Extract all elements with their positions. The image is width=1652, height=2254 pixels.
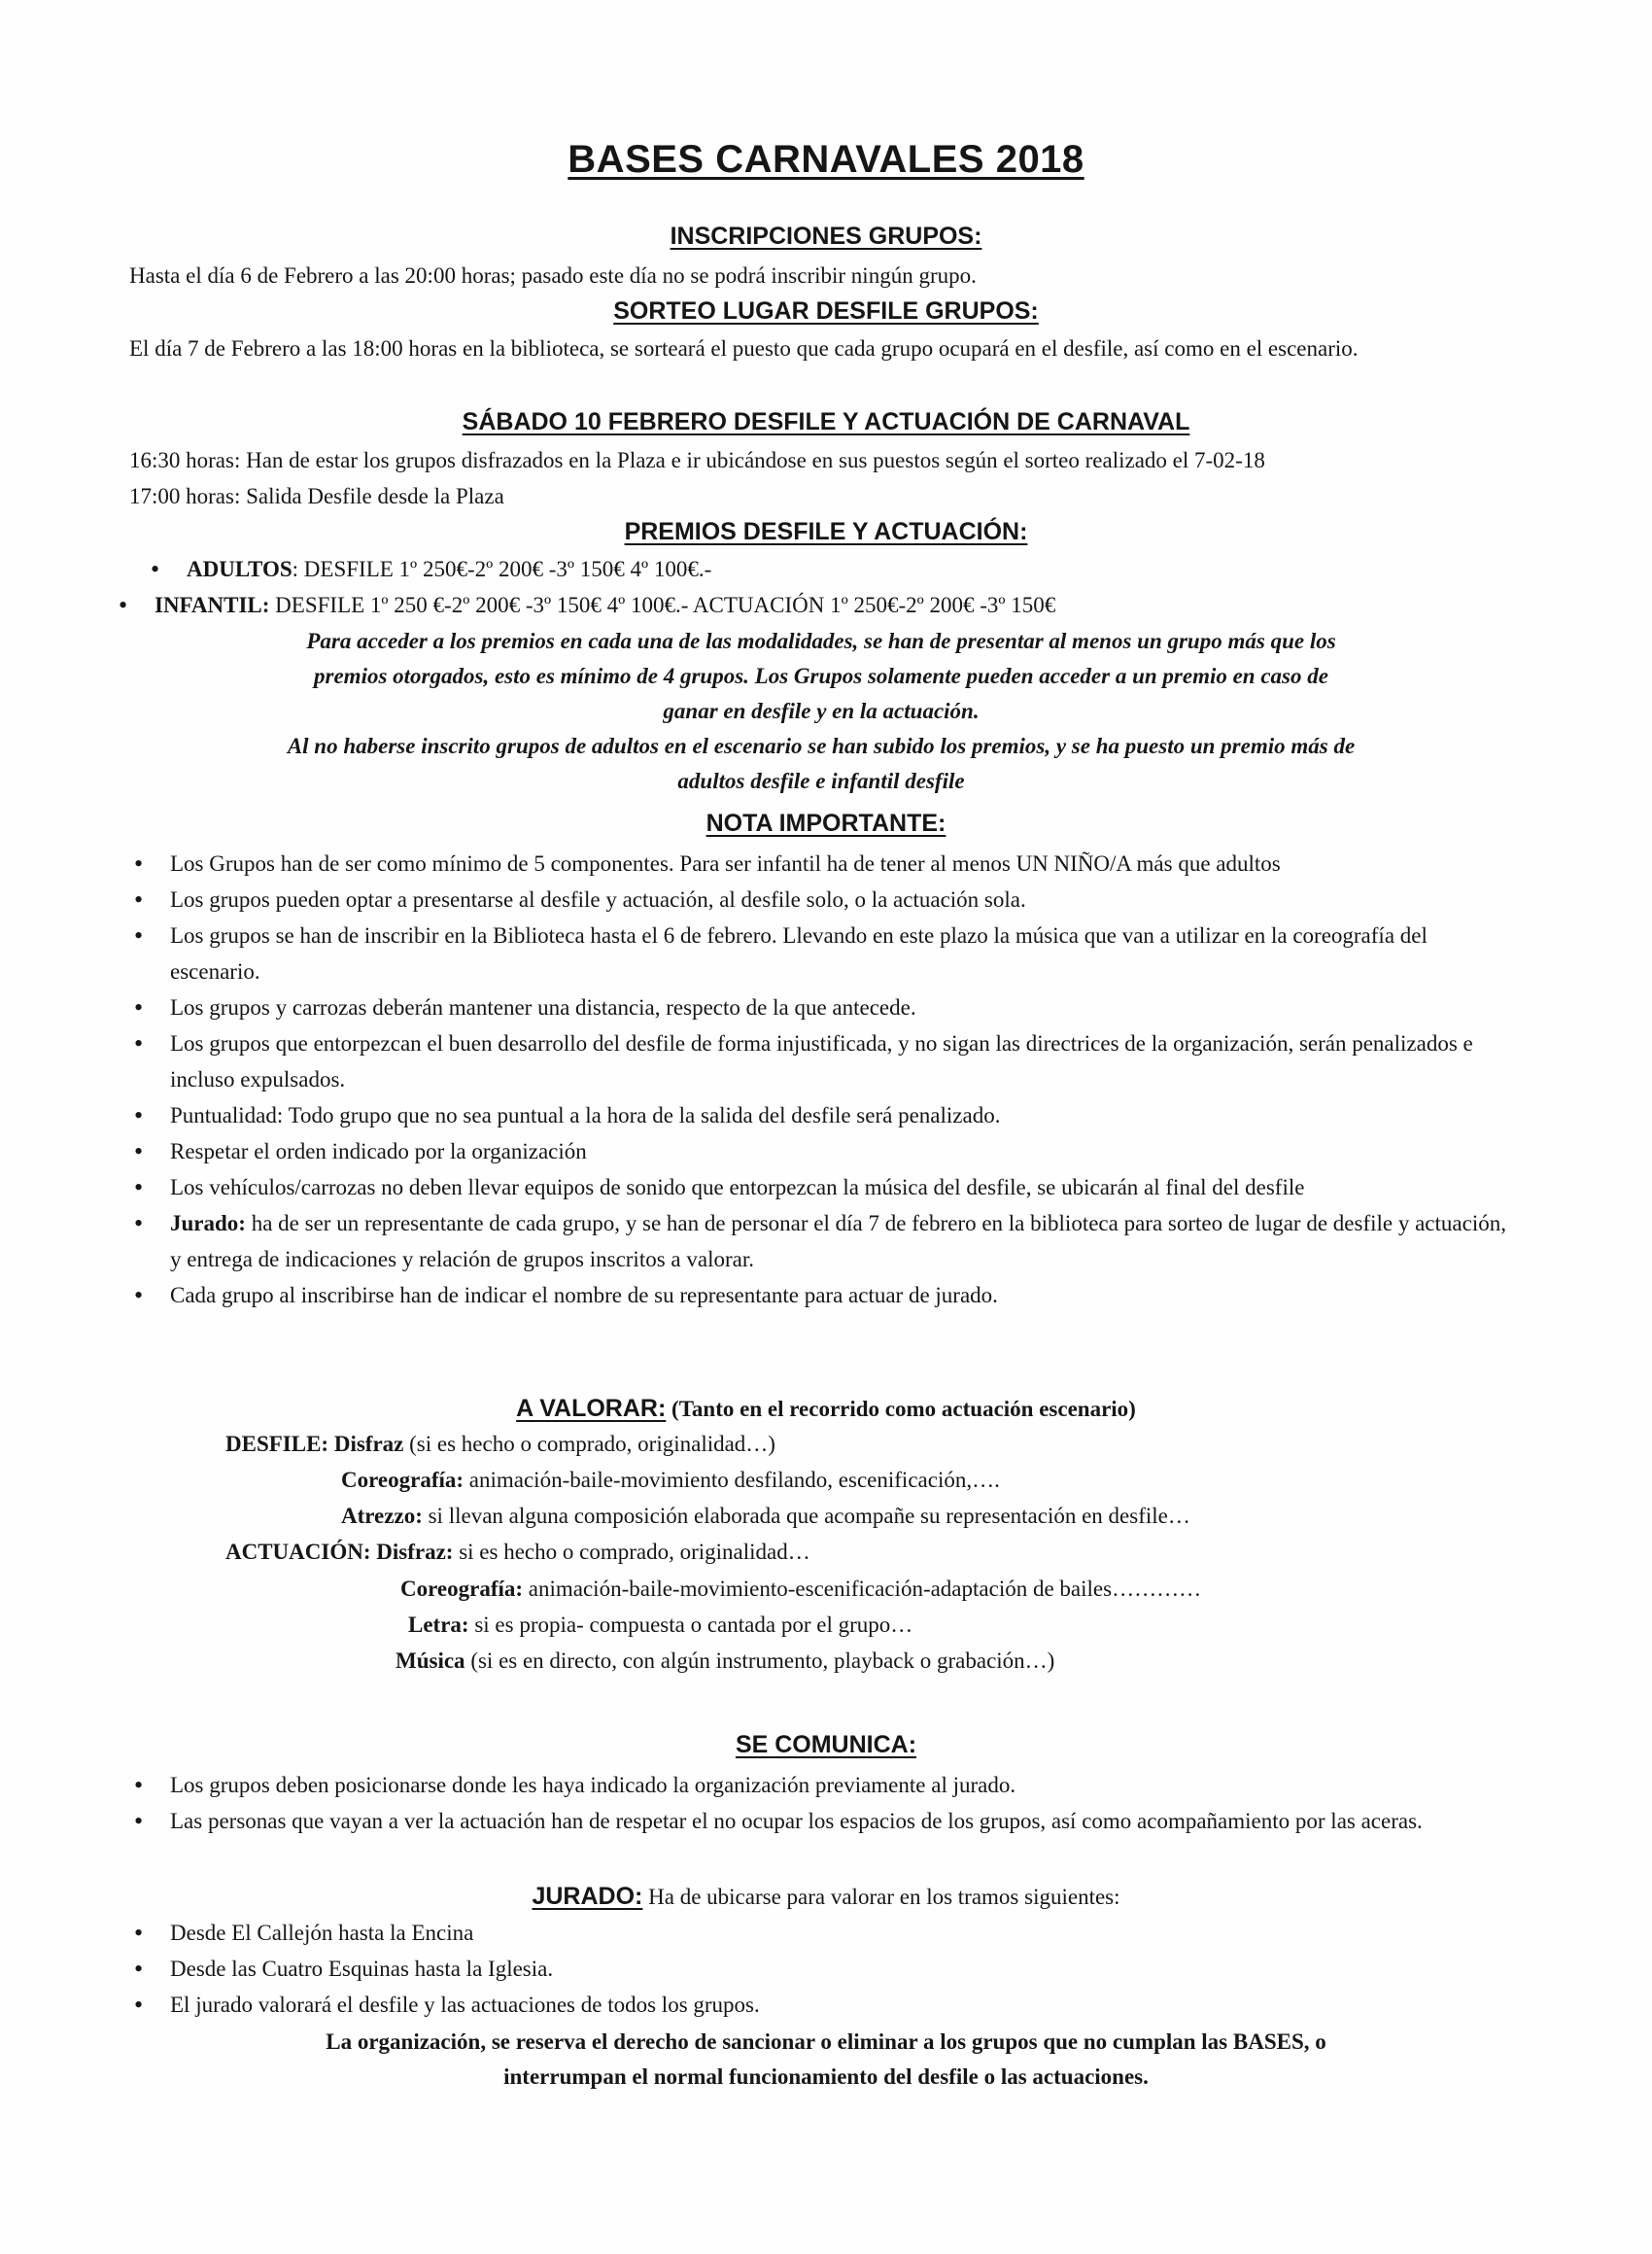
closing-line-2: interrumpan el normal funcionamiento del desfile o las actuaciones. xyxy=(503,2064,1149,2089)
nota-item: • Los grupos se han de inscribir en la Biblioteca hasta el 6 de febrero. Llevando en este plazo la música que van a utilizar en la coreografía del escenario. xyxy=(134,918,1509,989)
valorar-actuacion-label: ACTUACIÓN: Disfraz: xyxy=(225,1540,454,1564)
premios-note-1-line-3: ganar en desfile y en la actuación. xyxy=(663,699,980,723)
premios-note-1-line-2: premios otorgados, esto es mínimo de 4 grupos. Los Grupos solamente pueden acceder a un premio en caso de xyxy=(314,664,1328,688)
valorar-desfile-atrezzo-text: si llevan alguna composición elaborada que acompañe su representación en desfile… xyxy=(422,1504,1190,1528)
premios-infantil-text: DESFILE 1º 250 €-2º 200€ -3º 150€ 4º 100€.- ACTUACIÓN 1º 250€-2º 200€ -3º 150€ xyxy=(269,593,1056,617)
valorar-actuacion-letra xyxy=(408,1607,912,1644)
comunica-list xyxy=(134,1767,1509,1839)
valorar-desfile-coreografia xyxy=(341,1462,1000,1499)
jurado-item: • Desde El Callejón hasta la Encina xyxy=(134,1915,1509,1951)
heading-inscripciones: INSCRIPCIONES GRUPOS: xyxy=(670,223,982,250)
heading-sabado: SÁBADO 10 FEBRERO DESFILE Y ACTUACIÓN DE CARNAVAL xyxy=(462,408,1190,435)
premios-adultos-text: : DESFILE 1º 250€-2º 200€ -3º 150€ 4º 100€.- xyxy=(292,557,712,581)
nota-item: • Los Grupos han de ser como mínimo de 5 componentes. Para ser infantil ha de tener al menos UN NIÑO/A más que adultos xyxy=(134,846,1509,882)
nota-item: • Puntualidad: Todo grupo que no sea puntual a la hora de la salida del desfile será penalizado. xyxy=(134,1097,1509,1133)
valorar-actuacion-coreografia xyxy=(400,1571,1201,1608)
premios-note-1-line-1: Para acceder a los premios en cada una de las modalidades, se han de presentar al menos un grupo más que los xyxy=(306,629,1336,653)
valorar-heading-row xyxy=(0,1390,1652,1428)
document-title: BASES CARNAVALES 2018 xyxy=(568,138,1084,181)
jurado-item: • Desde las Cuatro Esquinas hasta la Iglesia. xyxy=(134,1951,1509,1987)
valorar-desfile-coreo-text: animación-baile-movimiento desfilando, escenificación,…. xyxy=(464,1468,1000,1492)
valorar-act-coreo-text: animación-baile-movimiento-escenificación-adaptación de bailes………… xyxy=(523,1577,1202,1601)
valorar-desfile-label: DESFILE: Disfraz xyxy=(225,1432,404,1456)
heading-valorar: A VALORAR: xyxy=(516,1395,667,1422)
premios-infantil xyxy=(119,587,1494,624)
jurado-list xyxy=(134,1915,1509,2023)
valorar-actuacion-text: si es hecho o comprado, originalidad… xyxy=(453,1540,810,1564)
sorteo-text: El día 7 de Febrero a las 18:00 horas en la biblioteca, se sorteará el puesto que cada grupo ocupará en el desfile, así como en el escenario. xyxy=(129,336,1359,361)
nota-item: • Los grupos pueden optar a presentarse al desfile y actuación, al desfile solo, o la actuación sola. xyxy=(134,882,1509,918)
valorar-actuacion xyxy=(225,1534,810,1571)
comunica-item: • Los grupos deben posicionarse donde les haya indicado la organización previamente al jurado. xyxy=(134,1767,1509,1803)
premios-adultos-label: ADULTOS xyxy=(187,557,293,581)
premios-note-2-line-1: Al no haberse inscrito grupos de adultos en el escenario se han subido los premios, y se ha puesto un premio más de xyxy=(287,734,1356,758)
valorar-desfile xyxy=(225,1426,775,1463)
jurado-item: • El jurado valorará el desfile y las actuaciones de todos los grupos. xyxy=(134,1987,1509,2023)
valorar-desfile-text: (si es hecho o comprado, originalidad…) xyxy=(403,1432,775,1456)
jurado-intro: Ha de ubicarse para valorar en los tramos siguientes: xyxy=(642,1885,1120,1909)
valorar-subheading: (Tanto en el recorrido como actuación escenario) xyxy=(666,1397,1136,1421)
nota-item: • Cada grupo al inscribirse han de indicar el nombre de su representante para actuar de jurado. xyxy=(134,1277,1509,1313)
closing-line-1: La organización, se reserva el derecho de sancionar o eliminar a los grupos que no cumplan las BASES, o xyxy=(326,2029,1326,2054)
premios-note-2-line-2: adultos desfile e infantil desfile xyxy=(677,769,965,793)
nota-item-jurado xyxy=(134,1205,1509,1277)
valorar-act-coreo-label: Coreografía: xyxy=(400,1577,524,1601)
heading-nota: NOTA IMPORTANTE: xyxy=(706,810,946,837)
nota-jurado-text: ha de ser un representante de cada grupo, y se han de personar el día 7 de febrero en la biblioteca para sorteo de lugar de desfile y actuación, y entrega de indicaciones y relación de grupos inscritos a valorar. xyxy=(170,1211,1506,1271)
valorar-act-musica-text: (si es en directo, con algún instrumento, playback o grabación…) xyxy=(465,1648,1055,1673)
inscripciones-text: Hasta el día 6 de Febrero a las 20:00 horas; pasado este día no se podrá inscribir ningún grupo. xyxy=(129,263,977,288)
heading-comunica: SE COMUNICA: xyxy=(735,1731,917,1758)
premios-infantil-label: INFANTIL: xyxy=(155,593,270,617)
premios-list-infantil xyxy=(119,587,1494,624)
heading-sorteo: SORTEO LUGAR DESFILE GRUPOS: xyxy=(613,297,1039,325)
nota-item: • Respetar el orden indicado por la organización xyxy=(134,1133,1509,1169)
valorar-desfile-coreo-label: Coreografía: xyxy=(341,1468,465,1492)
valorar-act-musica-label: Música xyxy=(396,1648,465,1673)
jurado-heading-row xyxy=(0,1878,1652,1916)
nota-item: • Los grupos que entorpezcan el buen desarrollo del desfile de forma injustificada, y no sigan las directrices de la organización, serán penalizados e incluso expulsados. xyxy=(134,1025,1509,1097)
valorar-act-letra-text: si es propia- compuesta o cantada por el grupo… xyxy=(468,1612,913,1637)
sabado-line-1: 16:30 horas: Han de estar los grupos disfrazados en la Plaza e ir ubicándose en sus puestos según el sorteo realizado el 7-02-18 xyxy=(129,448,1265,472)
premios-note-1 xyxy=(165,624,1477,729)
heading-premios: PREMIOS DESFILE Y ACTUACIÓN: xyxy=(624,518,1028,545)
nota-jurado-label: Jurado: xyxy=(170,1211,246,1235)
heading-jurado: JURADO: xyxy=(532,1883,643,1910)
sabado-line-2: 17:00 horas: Salida Desfile desde la Plaza xyxy=(129,484,504,508)
comunica-item: • Las personas que vayan a ver la actuación han de respetar el no ocupar los espacios de los grupos, así como acompañamiento por las aceras. xyxy=(134,1803,1509,1839)
nota-item: • Los vehículos/carrozas no deben llevar equipos de sonido que entorpezcan la música del desfile, se ubicarán al final del desfile xyxy=(134,1169,1509,1205)
valorar-desfile-atrezzo-label: Atrezzo: xyxy=(341,1504,423,1528)
valorar-actuacion-musica xyxy=(396,1643,1054,1680)
nota-list xyxy=(134,846,1509,1313)
nota-item: • Los grupos y carrozas deberán mantener una distancia, respecto de la que antecede. xyxy=(134,989,1509,1025)
premios-note-2 xyxy=(165,729,1477,799)
valorar-act-letra-label: Letra: xyxy=(408,1612,469,1637)
valorar-desfile-atrezzo xyxy=(341,1498,1190,1535)
premios-list xyxy=(151,551,1526,588)
premios-adultos xyxy=(151,551,1526,588)
